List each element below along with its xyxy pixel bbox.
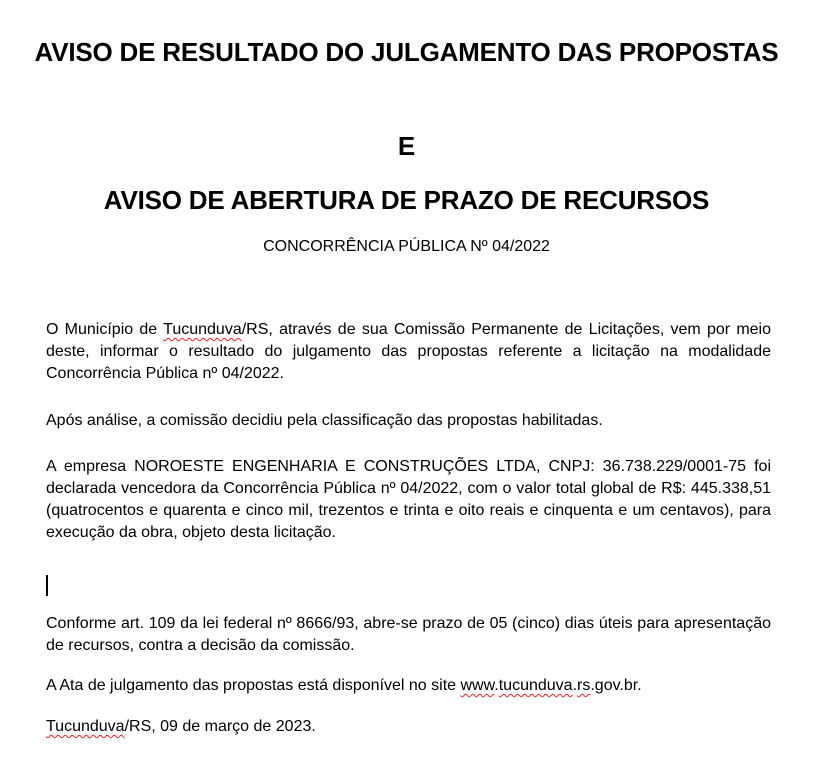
paragraph-analysis: Após análise, a comissão decidiu pela classificação das propostas habilitadas. (46, 412, 603, 429)
misspelled-word[interactable]: rs (577, 677, 591, 694)
paragraph-appeal-period: Conforme art. 109 da lei federal nº 8666/93, abre-se prazo de 05 (cinco) dias úteis para apresentação de recursos, contra a decisão da comissão. (46, 615, 771, 654)
text: /RS, 09 de março de 2023. (124, 718, 316, 735)
misspelled-word[interactable]: www (460, 677, 495, 694)
paragraph-minutes (46, 675, 771, 697)
text: /RS, através de sua Comissão Permanente de Licitações, vem por meio deste, informar o resultado do julgamento das propostas referente a licitação na modalidade Concorrência Pública nº 04/2022. (46, 321, 772, 382)
text: O Município de (46, 321, 164, 338)
tender-subtitle: CONCORRÊNCIA PÚBLICA Nº 04/2022 (263, 238, 550, 255)
paragraph-winner: A empresa NOROESTE ENGENHARIA E CONSTRUÇÕES LTDA, CNPJ: 36.738.229/0001-75 foi declarada vencedora da Concorrência Pública nº 04/2022, com o valor total global de R$: 445.338,51 (quatrocentos e quarenta e cinco mil, trezentos e trinta e oito reais e cinquenta e um centavos), para execução da obra, objeto desta licitação. (46, 458, 771, 541)
misspelled-word[interactable]: Tucunduva (46, 718, 125, 735)
main-title: AVISO DE RESULTADO DO JULGAMENTO DAS PROPOSTAS (34, 37, 779, 67)
text: . (572, 677, 578, 694)
text-cursor (46, 575, 48, 596)
text: . (494, 677, 499, 694)
text: A Ata de julgamento das propostas está disponível no site (46, 677, 461, 694)
title-connector: E (397, 131, 416, 161)
text: .gov.br. (590, 677, 642, 694)
misspelled-word[interactable]: Tucunduva (163, 321, 242, 338)
paragraph-date (46, 716, 771, 738)
secondary-title: AVISO DE ABERTURA DE PRAZO DE RECURSOS (103, 185, 710, 215)
paragraph-intro (46, 319, 771, 385)
misspelled-word[interactable]: tucunduva (498, 677, 573, 694)
